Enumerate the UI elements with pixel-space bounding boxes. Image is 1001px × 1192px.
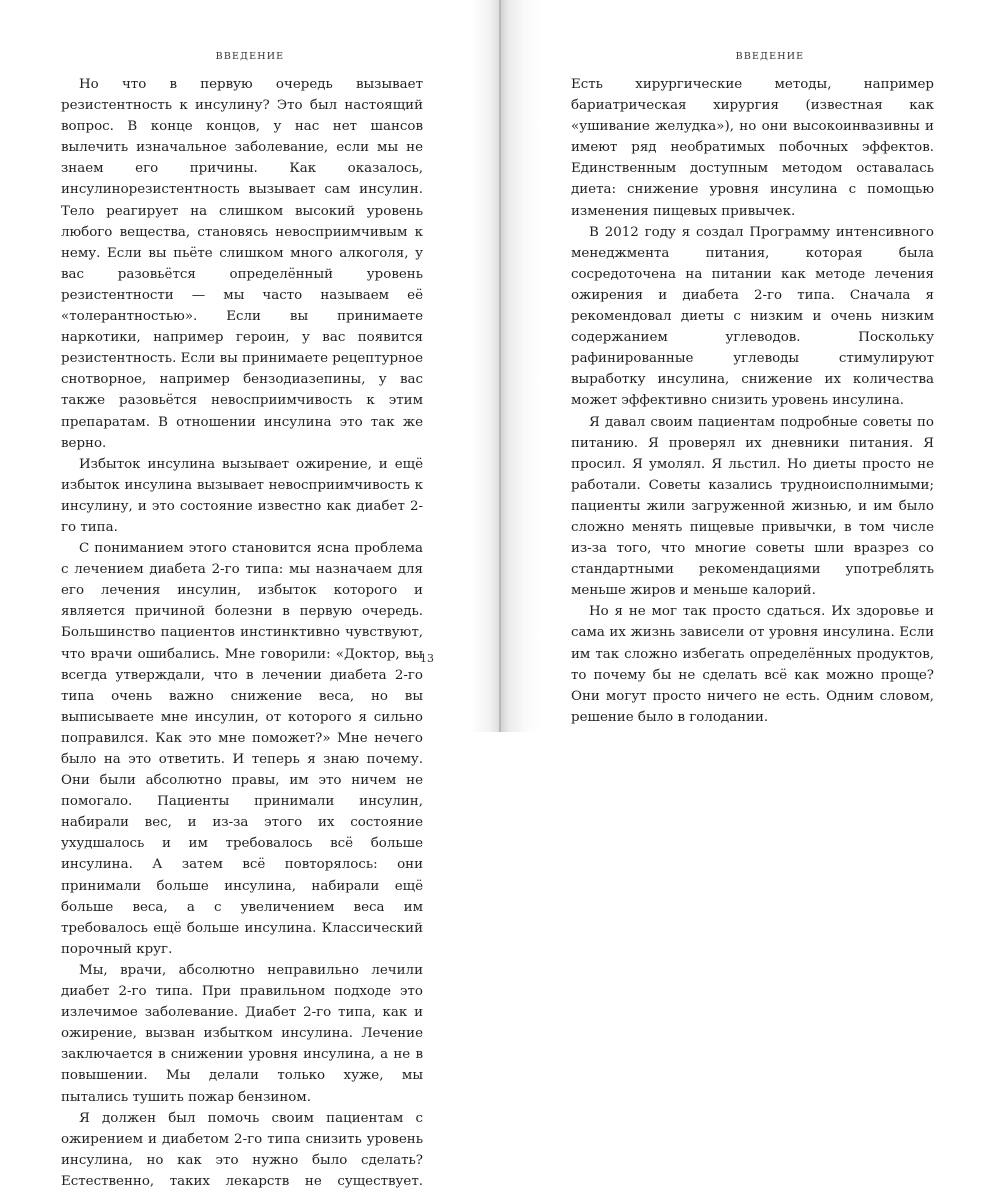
paragraph: Я должен был помочь своим пациентам с ожирением и диабетом 2-го типа снизить уровень инсулина, но как это нужно было сделать? Естественно, таких лекарств не существует. <box>61 1110 423 1189</box>
paragraph: С пониманием этого становится ясна проблема с лечением диабета 2-го типа: мы назначаем для его лечения инсулин, избыток которого и является причиной болезни в первую очередь. Большинство пациентов инстинктивно чувствуют, что врачи ошибались. Мне говорили: «Доктор, вы всегда утверждали, что в лечении диабета 2-го типа очень важно снижение веса, но вы выписываете мне инсулин, от которого я сильно поправился. Как это мне поможет?» Мне нечего было на это ответить. И теперь я знаю почему. Они были абсолютно правы, им это ничем не помогало. Пациенты принимали инсулин, набирали вес, и из-за этого их состояние ухудшалось и им требовалось всё больше инсулина. А затем всё повторялось: они принимали больше инсулина, набирали ещё больше веса, а с увеличением веса им требовалось ещё больше инсулина. Классический порочный круг. <box>61 541 423 957</box>
running-head: ВВЕДЕНИЕ <box>215 51 285 62</box>
paragraph: Избыток инсулина вызывает ожирение, и ещё избыток инсулина вызывает невосприимчивость к инсулину, и это состояние известно как диабет 2-го типа. <box>61 456 423 535</box>
body-text <box>61 74 423 1192</box>
page-number: 13 <box>420 652 434 665</box>
paragraph: Я давал своим пациентам подробные советы по питанию. Я проверял их дневники питания. Я просил. Я умолял. Я льстил. Но диеты просто не работали. Советы казались трудноисполнимыми; пациенты жили загруженной жизнью, и им было сложно менять пищевые привычки, в том числе из-за того, что многие советы шли вразрез со стандартными рекомендациями употреблять меньше жиров и меньше калорий. <box>571 414 934 599</box>
running-head: ВВЕДЕНИЕ <box>735 51 805 62</box>
left-page <box>0 0 499 1189</box>
paragraph: Но что в первую очередь вызывает резистентность к инсулину? Это был настоящий вопрос. В конце концов, у нас нет шансов вылечить изначальное заболевание, если мы не знаем его причины. Как оказалось, инсулинорезистентность вызывает сам инсулин. Тело реагирует на слишком высокий уровень любого вещества, становясь невосприимчивым к нему. Если вы пьёте слишком много алкоголя, у вас разовьётся определённый уровень резистентности — мы часто называем её «толерантностью». Если вы принимаете наркотики, например героин, у вас появится резистентность. Если вы принимаете рецептурное снотворное, например бензодиазепины, у вас также разовьётся невосприимчивость к этим препаратам. В отношении инсулина это так же верно. <box>61 77 423 451</box>
paragraph: Мы, врачи, абсолютно неправильно лечили диабет 2-го типа. При правильном подходе это излечимое заболевание. Диабет 2-го типа, как и ожирение, вызван избытком инсулина. Лечение заключается в снижении уровня инсулина, а не в повышении. Мы делали только хуже, мы пытались тушить пожар бензином. <box>61 962 423 1105</box>
right-page <box>501 0 1001 732</box>
paragraph: В 2012 году я создал Программу интенсивного менеджмента питания, которая была сосредоточена на питании как методе лечения ожирения и диабета 2-го типа. Сначала я рекомендовал диеты с низким и очень низким содержанием углеводов. Поскольку рафинированные углеводы стимулируют выработку инсулина, снижение их количества может эффективно снизить уровень инсулина. <box>571 224 934 409</box>
paragraph: Есть хирургические методы, например бариатрическая хирургия (известная как «ушивание желудка»), но они высокоинвазивны и имеют ряд необратимых побочных эффектов. Единственным доступным методом оставалась диета: снижение уровня инсулина с помощью изменения пищевых привычек. <box>571 77 934 219</box>
paragraph: Но я не мог так просто сдаться. Их здоровье и сама их жизнь зависели от уровня инсулина. Если им так сложно избегать определённых продуктов, то почему бы не сделать всё как можно проще? Они могут просто ничего не есть. Одним словом, решение было в голодании. <box>571 604 934 725</box>
body-text <box>571 74 934 728</box>
